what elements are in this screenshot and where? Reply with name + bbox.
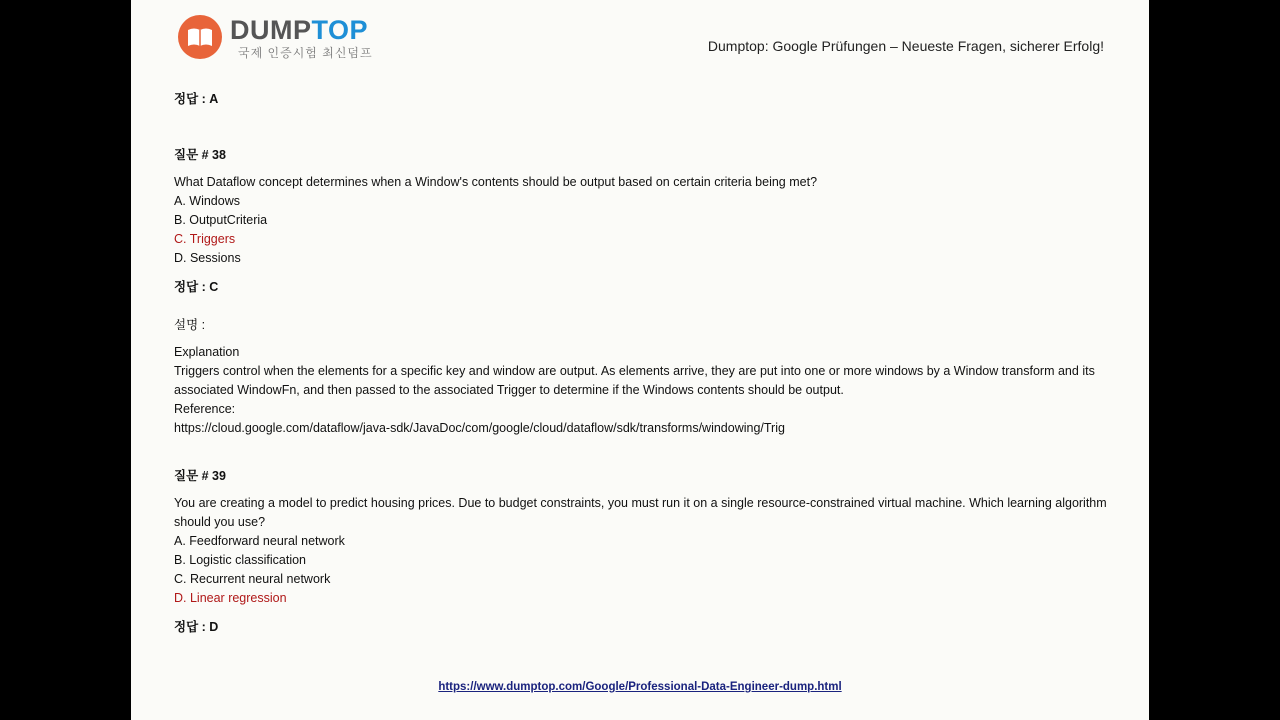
question-38-reference-url: https://cloud.google.com/dataflow/java-sdk/JavaDoc/com/google/cloud/dataflow/sdk/transforms/windowing/Trig	[174, 421, 785, 435]
question-38-explanation-title: Explanation	[174, 345, 240, 359]
question-39-option-c: C. Recurrent neural network	[174, 572, 331, 586]
question-39-option-a: A. Feedforward neural network	[174, 534, 345, 548]
footer-dump-link[interactable]: https://www.dumptop.com/Google/Professional-Data-Engineer-dump.html	[438, 681, 842, 693]
logo-tagline: 국제 인증시험 최신덤프	[238, 46, 373, 60]
question-39-option-b: B. Logistic classification	[174, 553, 307, 567]
question-38-reference-label: Reference:	[174, 402, 236, 416]
question-39-heading: 질문 # 39	[174, 469, 226, 483]
question-39-option-d-correct: D. Linear regression	[174, 591, 287, 605]
question-38-explanation-label: 설명 :	[174, 318, 206, 332]
document-page	[131, 0, 1149, 720]
question-38-option-b: B. OutputCriteria	[174, 213, 268, 227]
header-slogan: Dumptop: Google Prüfungen – Neueste Fragen, sicherer Erfolg!	[707, 38, 1104, 54]
question-38-option-c-correct: C. Triggers	[174, 232, 236, 246]
previous-answer: 정답 : A	[174, 92, 219, 106]
question-38-option-d: D. Sessions	[174, 251, 241, 265]
question-38-answer: 정답 : C	[174, 280, 219, 294]
question-38-explanation-text: Triggers control when the elements for a specific key and window are output. As elements arrive, they are put into one or more windows by a Window transform and its associated WindowFn, and then passed to the associated Trigger to determine if the Windows contents should be output.	[174, 364, 1095, 397]
open-book-icon	[178, 15, 222, 59]
question-38-text: What Dataflow concept determines when a Window's contents should be output based on certain criteria being met?	[174, 175, 818, 189]
question-39-text: You are creating a model to predict housing prices. Due to budget constraints, you must run it on a single resource-constrained virtual machine. Which learning algorithm should you use?	[174, 496, 1107, 529]
question-39-answer: 정답 : D	[174, 620, 219, 634]
question-38-heading: 질문 # 38	[174, 148, 226, 162]
logo-wordmark: DUMPTOP	[230, 15, 369, 45]
question-38-option-a: A. Windows	[174, 194, 240, 208]
dumptop-logo	[178, 14, 388, 62]
